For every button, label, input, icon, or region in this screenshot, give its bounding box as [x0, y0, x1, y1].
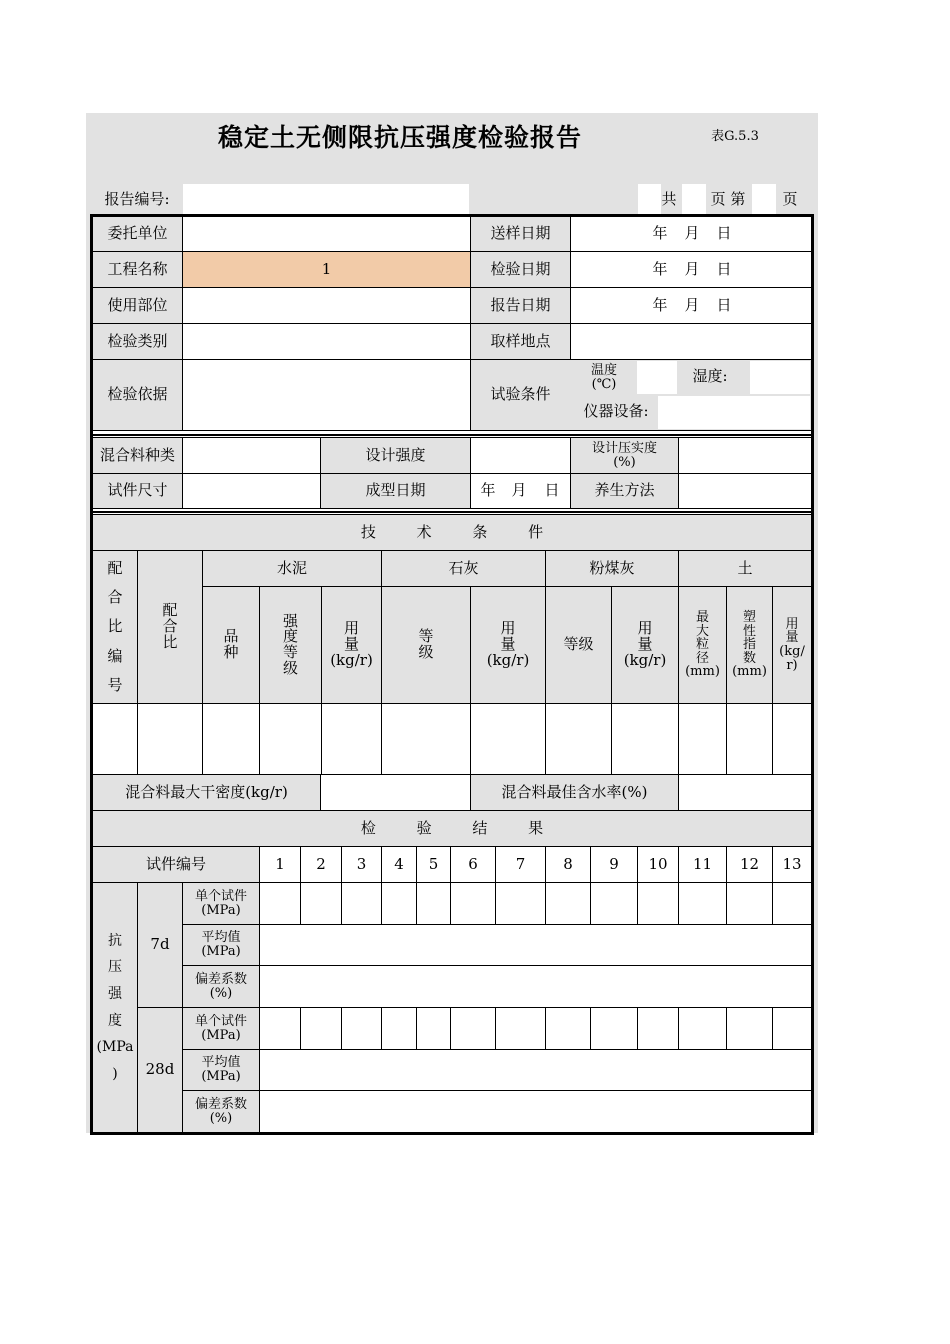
client-input[interactable] — [182, 216, 471, 252]
results-section-title — [92, 810, 812, 847]
total-label: 共 — [661, 190, 677, 209]
equipment-input[interactable] — [658, 396, 810, 429]
cv-7d-input[interactable] — [259, 965, 812, 1008]
condition-label: 试验条件 — [470, 359, 571, 431]
humidity-label: 湿度: — [692, 367, 728, 386]
single-specimen-label-28d: 单个试件 (MPa) — [182, 1007, 260, 1050]
tech-cell[interactable] — [381, 703, 471, 775]
specimen-no-cell: 2 — [300, 846, 342, 883]
test-date-day: 日 — [716, 260, 732, 279]
result-28d-cell[interactable] — [678, 1007, 727, 1050]
result-28d-cell[interactable] — [381, 1007, 417, 1050]
send-date-month: 月 — [684, 224, 700, 243]
basis-input[interactable] — [182, 359, 471, 431]
tech-cell[interactable] — [92, 703, 138, 775]
curing-label: 养生方法 — [570, 473, 679, 509]
usage-input[interactable] — [182, 287, 471, 324]
specimen-no-label: 试件编号 — [92, 846, 260, 883]
result-28d-cell[interactable] — [637, 1007, 679, 1050]
temp-input[interactable] — [637, 361, 677, 394]
project-label: 工程名称 — [92, 251, 183, 288]
result-7d-cell[interactable] — [726, 882, 773, 925]
test-date-label: 检验日期 — [470, 251, 571, 288]
page-count-input[interactable] — [682, 184, 706, 215]
lime-amount-label: 用 量 (kg/r) — [470, 586, 546, 704]
average-28d-input[interactable] — [259, 1049, 812, 1091]
specimen-no-cell: 3 — [341, 846, 382, 883]
tech-cell[interactable] — [202, 703, 260, 775]
compaction-label: 设计压实度 (%) — [570, 437, 679, 474]
specimen-no-cell: 13 — [772, 846, 812, 883]
mix-no-label: 配 合 比 编 号 — [92, 550, 138, 704]
project-input[interactable]: 1 — [182, 251, 471, 288]
soil-label: 土 — [678, 550, 812, 587]
forming-date-label: 成型日期 — [320, 473, 471, 509]
divider — [92, 511, 812, 513]
cv-28d-input[interactable] — [259, 1090, 812, 1133]
flyash-label: 粉煤灰 — [545, 550, 679, 587]
send-date-day: 日 — [716, 224, 732, 243]
result-28d-cell[interactable] — [545, 1007, 591, 1050]
cement-grade-label: 强 度 等 级 — [259, 586, 322, 704]
test-date-year: 年 — [652, 260, 668, 279]
tech-section-title-text: 技 术 条 件 — [360, 522, 544, 541]
frame-top — [90, 214, 814, 217]
plasticity-label: 塑 性 指 数 (mm) — [726, 586, 773, 704]
sample-place-input[interactable] — [570, 323, 812, 360]
specimen-no-cell: 9 — [590, 846, 638, 883]
tech-cell[interactable] — [545, 703, 612, 775]
cement-label: 水泥 — [202, 550, 382, 587]
divider — [92, 434, 812, 436]
forming-date-day: 日 — [544, 481, 560, 500]
tech-cell[interactable] — [259, 703, 322, 775]
result-28d-cell[interactable] — [726, 1007, 773, 1050]
design-strength-input[interactable] — [470, 437, 571, 474]
send-date-year: 年 — [652, 224, 668, 243]
report-no-label: 报告编号: — [104, 190, 170, 209]
design-strength-label: 设计强度 — [320, 437, 471, 474]
humidity-input[interactable] — [750, 361, 810, 394]
report-date-day: 日 — [716, 296, 732, 315]
optimal-moisture-input[interactable] — [678, 774, 812, 811]
result-7d-cell[interactable] — [450, 882, 496, 925]
average-7d-input[interactable] — [259, 924, 812, 966]
test-date-month: 月 — [684, 260, 700, 279]
result-28d-cell[interactable] — [495, 1007, 546, 1050]
basis-label: 检验依据 — [92, 359, 183, 431]
specimen-no-cell: 5 — [416, 846, 451, 883]
result-7d-cell[interactable] — [259, 882, 301, 925]
compaction-input[interactable] — [678, 437, 812, 474]
mix-type-label: 混合料种类 — [92, 437, 183, 474]
result-28d-cell[interactable] — [300, 1007, 342, 1050]
result-7d-cell[interactable] — [637, 882, 679, 925]
optimal-moisture-label: 混合料最佳含水率(%) — [470, 774, 679, 811]
tech-cell[interactable] — [321, 703, 382, 775]
age-7d-label: 7d — [137, 882, 183, 1008]
forming-date-year: 年 — [480, 481, 496, 500]
client-label: 委托单位 — [92, 216, 183, 252]
max-particle-label: 最 大 粒 径 (mm) — [678, 586, 727, 704]
age-28d-label: 28d — [137, 1007, 183, 1133]
form-code: 表G.5.3 — [711, 129, 759, 145]
result-7d-cell[interactable] — [590, 882, 638, 925]
cement-amount-label: 用 量 (kg/r) — [321, 586, 382, 704]
page-end-label: 页 — [782, 190, 798, 209]
flyash-amount-label: 用 量 (kg/r) — [611, 586, 679, 704]
report-date-month: 月 — [684, 296, 700, 315]
size-input[interactable] — [182, 473, 321, 509]
strength-label: 抗 压 强 度 (MPa ) — [92, 882, 138, 1133]
page-label: 页 第 — [710, 190, 746, 209]
sample-place-label: 取样地点 — [470, 323, 571, 360]
temp-label: 温度 (℃) — [590, 363, 617, 392]
soil-amount-label: 用 量 (kg/ r) — [772, 586, 812, 704]
lime-grade-label: 等 级 — [381, 586, 471, 704]
specimen-no-cell: 12 — [726, 846, 773, 883]
flyash-grade-label: 等级 — [545, 586, 612, 704]
tech-cell[interactable] — [470, 703, 546, 775]
result-7d-cell[interactable] — [341, 882, 382, 925]
report-no-input[interactable] — [183, 184, 469, 215]
result-7d-cell[interactable] — [416, 882, 451, 925]
tech-cell[interactable] — [772, 703, 812, 775]
cv-label-7d: 偏差系数 (%) — [182, 965, 260, 1008]
single-specimen-label-7d: 单个试件 (MPa) — [182, 882, 260, 925]
tech-cell[interactable] — [611, 703, 679, 775]
report-date-year: 年 — [652, 296, 668, 315]
specimen-no-cell: 7 — [495, 846, 546, 883]
specimen-no-cell: 11 — [678, 846, 727, 883]
forming-date-month: 月 — [511, 481, 527, 500]
usage-label: 使用部位 — [92, 287, 183, 324]
size-label: 试件尺寸 — [92, 473, 183, 509]
result-7d-cell[interactable] — [300, 882, 342, 925]
result-28d-cell[interactable] — [450, 1007, 496, 1050]
ratio-label: 配 合 比 — [137, 550, 203, 704]
page-current-input[interactable] — [752, 184, 776, 215]
report-date-label: 报告日期 — [470, 287, 571, 324]
equipment-label: 仪器设备: — [583, 402, 649, 421]
tech-cell[interactable] — [678, 703, 727, 775]
frame-bottom — [90, 1132, 814, 1135]
average-label-28d: 平均值 (MPa) — [182, 1049, 260, 1091]
result-28d-cell[interactable] — [772, 1007, 812, 1050]
result-28d-cell[interactable] — [341, 1007, 382, 1050]
category-label: 检验类别 — [92, 323, 183, 360]
specimen-no-cell: 6 — [450, 846, 496, 883]
cement-variety-label: 品 种 — [202, 586, 260, 704]
result-28d-cell[interactable] — [416, 1007, 451, 1050]
tech-cell[interactable] — [137, 703, 203, 775]
tech-section-title — [92, 514, 812, 551]
send-date-label: 送样日期 — [470, 216, 571, 252]
tech-cell[interactable] — [726, 703, 773, 775]
result-28d-cell[interactable] — [259, 1007, 301, 1050]
specimen-no-cell: 4 — [381, 846, 417, 883]
specimen-no-cell: 8 — [545, 846, 591, 883]
average-label-7d: 平均值 (MPa) — [182, 924, 260, 966]
specimen-no-cell: 10 — [637, 846, 679, 883]
max-density-input[interactable] — [320, 774, 471, 811]
result-28d-cell[interactable] — [590, 1007, 638, 1050]
max-density-label: 混合料最大干密度(kg/r) — [92, 774, 321, 811]
specimen-no-cell: 1 — [259, 846, 301, 883]
frame-left — [90, 215, 93, 1134]
category-input[interactable] — [182, 323, 471, 360]
result-7d-cell[interactable] — [772, 882, 812, 925]
result-7d-cell[interactable] — [495, 882, 546, 925]
results-section-title-text: 检 验 结 果 — [360, 818, 544, 837]
curing-input[interactable] — [678, 473, 812, 509]
result-7d-cell[interactable] — [381, 882, 417, 925]
result-7d-cell[interactable] — [678, 882, 727, 925]
result-7d-cell[interactable] — [545, 882, 591, 925]
lime-label: 石灰 — [381, 550, 546, 587]
page-title: 稳定土无侧限抗压强度检验报告 — [217, 122, 582, 152]
mix-type-input[interactable] — [182, 437, 321, 474]
frame-right — [811, 215, 814, 1134]
cv-label-28d: 偏差系数 (%) — [182, 1090, 260, 1133]
